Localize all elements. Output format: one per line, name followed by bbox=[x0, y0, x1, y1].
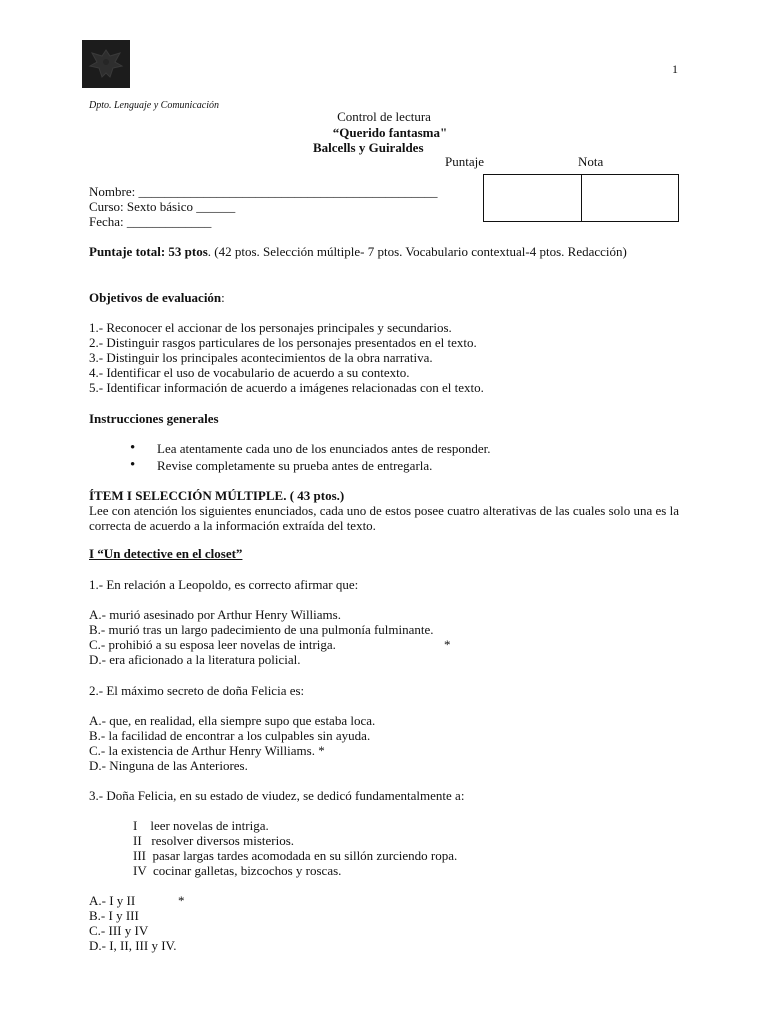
item1-heading: ÍTEM I SELECCIÓN MÚLTIPLE. ( 43 ptos.) bbox=[89, 488, 345, 503]
instructions-heading: Instrucciones generales bbox=[89, 411, 219, 426]
total-score-label: Puntaje total: 53 ptos bbox=[89, 244, 208, 259]
objectives-list bbox=[89, 320, 484, 395]
question-3-statements bbox=[133, 818, 457, 878]
option-a[interactable]: A.- que, en realidad, ella siempre supo que estaba loca. bbox=[89, 713, 376, 728]
date-field[interactable]: Fecha: _____________ bbox=[89, 214, 212, 229]
list-item: 1.- Reconocer el accionar de los personajes principales y secundarios. bbox=[89, 320, 452, 335]
list-item: 5.- Identificar información de acuerdo a imágenes relacionadas con el texto. bbox=[89, 380, 484, 395]
statement-item: I leer novelas de intriga. bbox=[133, 818, 269, 833]
list-item: 2.- Distinguir rasgos particulares de los personajes presentados en el texto. bbox=[89, 335, 477, 350]
option-b[interactable]: B.- I y III bbox=[89, 908, 139, 923]
statement-item: II resolver diversos misterios. bbox=[133, 833, 295, 848]
item1-intro: Lee con atención los siguientes enunciados, cada uno de estos posee cuatro alterativas de las cuales solo una es la correcta de acuerdo a la información extraída del texto. bbox=[89, 503, 679, 533]
list-item: • Revise completamente su prueba antes de entregarla. bbox=[130, 458, 491, 475]
question-3-options bbox=[89, 893, 176, 953]
nota-cell[interactable] bbox=[581, 175, 679, 221]
instructions-list bbox=[130, 441, 491, 475]
question-2-options bbox=[89, 713, 375, 773]
puntaje-label: Puntaje bbox=[445, 154, 484, 169]
option-b[interactable]: B.- murió tras un largo padecimiento de una pulmonía fulminante. bbox=[89, 622, 434, 637]
list-item: • Lea atentamente cada uno de los enunciados antes de responder. bbox=[130, 441, 491, 458]
option-b[interactable]: B.- la facilidad de encontrar a los culpables sin ayuda. bbox=[89, 728, 371, 743]
list-item: 4.- Identificar el uso de vocabulario de acuerdo a su contexto. bbox=[89, 365, 410, 380]
book-authors: Balcells y Guiraldes bbox=[313, 140, 424, 155]
option-d[interactable]: D.- era aficionado a la literatura policial. bbox=[89, 652, 301, 667]
eagle-crest-icon bbox=[82, 40, 130, 88]
answer-mark: * bbox=[178, 893, 185, 908]
question-1-stem: 1.- En relación a Leopoldo, es correcto afirmar que: bbox=[89, 577, 359, 592]
total-score-detail: . (42 ptos. Selección múltiple- 7 ptos. Vocabulario contextual-4 ptos. Redacción) bbox=[207, 244, 627, 259]
option-a[interactable]: A.- murió asesinado por Arthur Henry Williams. bbox=[89, 607, 341, 622]
question-1-options bbox=[89, 607, 434, 667]
answer-mark: * bbox=[444, 637, 451, 652]
total-score-paragraph bbox=[89, 244, 679, 259]
document-title: Control de lectura bbox=[337, 109, 431, 124]
page-number: 1 bbox=[672, 62, 678, 76]
objectives-heading: Objetivos de evaluación: bbox=[89, 290, 225, 305]
statement-item: III pasar largas tardes acomodada en su sillón zurciendo ropa. bbox=[133, 848, 458, 863]
puntaje-cell[interactable] bbox=[484, 175, 581, 221]
statement-item: IV cocinar galletas, bizcochos y roscas. bbox=[133, 863, 342, 878]
option-c[interactable]: C.- prohibió a su esposa leer novelas de intriga. bbox=[89, 637, 336, 652]
option-c[interactable]: C.- la existencia de Arthur Henry Williams. * bbox=[89, 743, 325, 758]
option-a[interactable]: A.- I y II bbox=[89, 893, 136, 908]
option-d[interactable]: D.- Ninguna de las Anteriores. bbox=[89, 758, 248, 773]
list-item: 3.- Distinguir los principales acontecimientos de la obra narrativa. bbox=[89, 350, 433, 365]
option-c[interactable]: C.- III y IV bbox=[89, 923, 149, 938]
course-field[interactable]: Curso: Sexto básico ______ bbox=[89, 199, 236, 214]
question-2-stem: 2.- El máximo secreto de doña Felicia es: bbox=[89, 683, 305, 698]
department-label: Dpto. Lenguaje y Comunicación bbox=[89, 100, 219, 111]
question-3-stem: 3.- Doña Felicia, en su estado de viudez, se dedicó fundamentalmente a: bbox=[89, 788, 465, 803]
name-field[interactable]: Nombre: ______________________________________________ bbox=[89, 184, 438, 199]
option-d[interactable]: D.- I, II, III y IV. bbox=[89, 938, 177, 953]
school-logo bbox=[82, 40, 130, 88]
nota-label: Nota bbox=[578, 154, 604, 169]
book-title: “Querido fantasma" bbox=[332, 125, 448, 140]
score-box bbox=[483, 174, 679, 222]
section-title: I “Un detective en el closet” bbox=[89, 546, 243, 561]
